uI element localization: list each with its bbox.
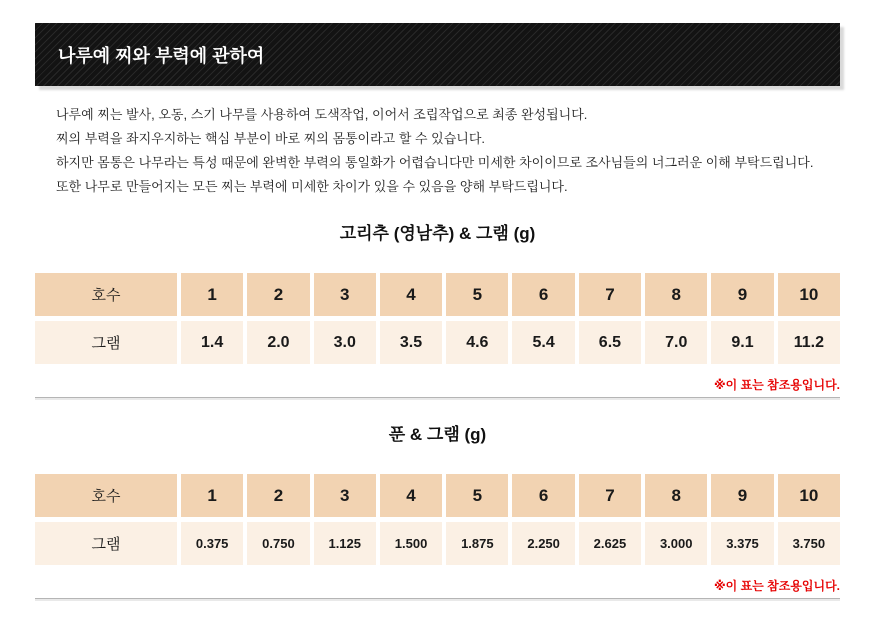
intro-line-4: 또한 나무로 만들어지는 모든 찌는 부력에 미세한 차이가 있을 수 있음을 양해 부탁드립니다. xyxy=(56,179,568,194)
gram-cell: 1.4 xyxy=(181,321,243,364)
pun-gram-table xyxy=(31,469,844,570)
size-cell: 10 xyxy=(778,474,840,517)
size-cell: 1 xyxy=(181,273,243,316)
gram-cell: 4.6 xyxy=(446,321,508,364)
size-cell: 6 xyxy=(512,474,574,517)
title-banner xyxy=(35,23,840,86)
gram-cell: 5.4 xyxy=(512,321,574,364)
size-cell: 4 xyxy=(380,273,442,316)
size-cell: 3 xyxy=(314,474,376,517)
reference-note: ※이 표는 참조용입니다. xyxy=(714,378,840,392)
intro-line-2: 찌의 부력을 좌지우지하는 핵심 부분이 바로 찌의 몸통이라고 할 수 있습니다. xyxy=(56,131,486,146)
pun-table-title: 푼 & 그램 (g) xyxy=(388,425,487,444)
intro-paragraph xyxy=(56,103,840,199)
size-cell: 5 xyxy=(446,273,508,316)
size-cell: 8 xyxy=(645,273,707,316)
page-title: 나루예 찌와 부력에 관하여 xyxy=(58,45,265,66)
size-cell: 8 xyxy=(645,474,707,517)
gram-row-label: 그램 xyxy=(35,321,177,364)
intro-line-1: 나루예 찌는 발사, 오동, 스기 나무를 사용하여 도색작업, 이어서 조립작업으로 최종 완성됩니다. xyxy=(56,107,588,122)
size-row-label: 호수 xyxy=(35,474,177,517)
size-cell: 9 xyxy=(711,474,773,517)
table-row xyxy=(35,522,840,565)
intro-line-3: 하지만 몸통은 나무라는 특성 때문에 완벽한 부력의 통일화가 어렵습니다만 미세한 차이이므로 조사님들의 너그러운 이해 부탁드립니다. xyxy=(56,155,814,170)
size-cell: 6 xyxy=(512,273,574,316)
gram-cell: 9.1 xyxy=(711,321,773,364)
size-cell: 9 xyxy=(711,273,773,316)
gram-cell: 1.125 xyxy=(314,522,376,565)
gram-cell: 3.5 xyxy=(380,321,442,364)
section-gorichu-gram xyxy=(35,224,840,400)
size-cell: 1 xyxy=(181,474,243,517)
gram-cell: 3.000 xyxy=(645,522,707,565)
page-content xyxy=(35,0,840,601)
table-row xyxy=(35,273,840,316)
size-cell: 4 xyxy=(380,474,442,517)
gram-cell: 3.375 xyxy=(711,522,773,565)
gram-cell: 2.625 xyxy=(579,522,641,565)
section-divider xyxy=(35,397,840,400)
gram-cell: 2.250 xyxy=(512,522,574,565)
gram-cell: 0.750 xyxy=(247,522,309,565)
table-row xyxy=(35,474,840,517)
size-cell: 5 xyxy=(446,474,508,517)
gram-cell: 0.375 xyxy=(181,522,243,565)
size-cell: 2 xyxy=(247,273,309,316)
gram-cell: 7.0 xyxy=(645,321,707,364)
size-cell: 7 xyxy=(579,273,641,316)
table-row xyxy=(35,321,840,364)
size-cell: 3 xyxy=(314,273,376,316)
gram-row-label: 그램 xyxy=(35,522,177,565)
gram-cell: 1.875 xyxy=(446,522,508,565)
size-cell: 7 xyxy=(579,474,641,517)
gram-cell: 2.0 xyxy=(247,321,309,364)
size-cell: 2 xyxy=(247,474,309,517)
gram-cell: 11.2 xyxy=(778,321,840,364)
section-pun-gram xyxy=(35,425,840,601)
size-row-label: 호수 xyxy=(35,273,177,316)
gram-cell: 1.500 xyxy=(380,522,442,565)
gram-cell: 6.5 xyxy=(579,321,641,364)
gorichu-gram-table xyxy=(31,268,844,369)
gram-cell: 3.0 xyxy=(314,321,376,364)
gram-cell: 3.750 xyxy=(778,522,840,565)
reference-note: ※이 표는 참조용입니다. xyxy=(714,579,840,593)
size-cell: 10 xyxy=(778,273,840,316)
section-divider xyxy=(35,598,840,601)
gorichu-table-title: 고리추 (영남추) & 그램 (g) xyxy=(339,224,536,243)
